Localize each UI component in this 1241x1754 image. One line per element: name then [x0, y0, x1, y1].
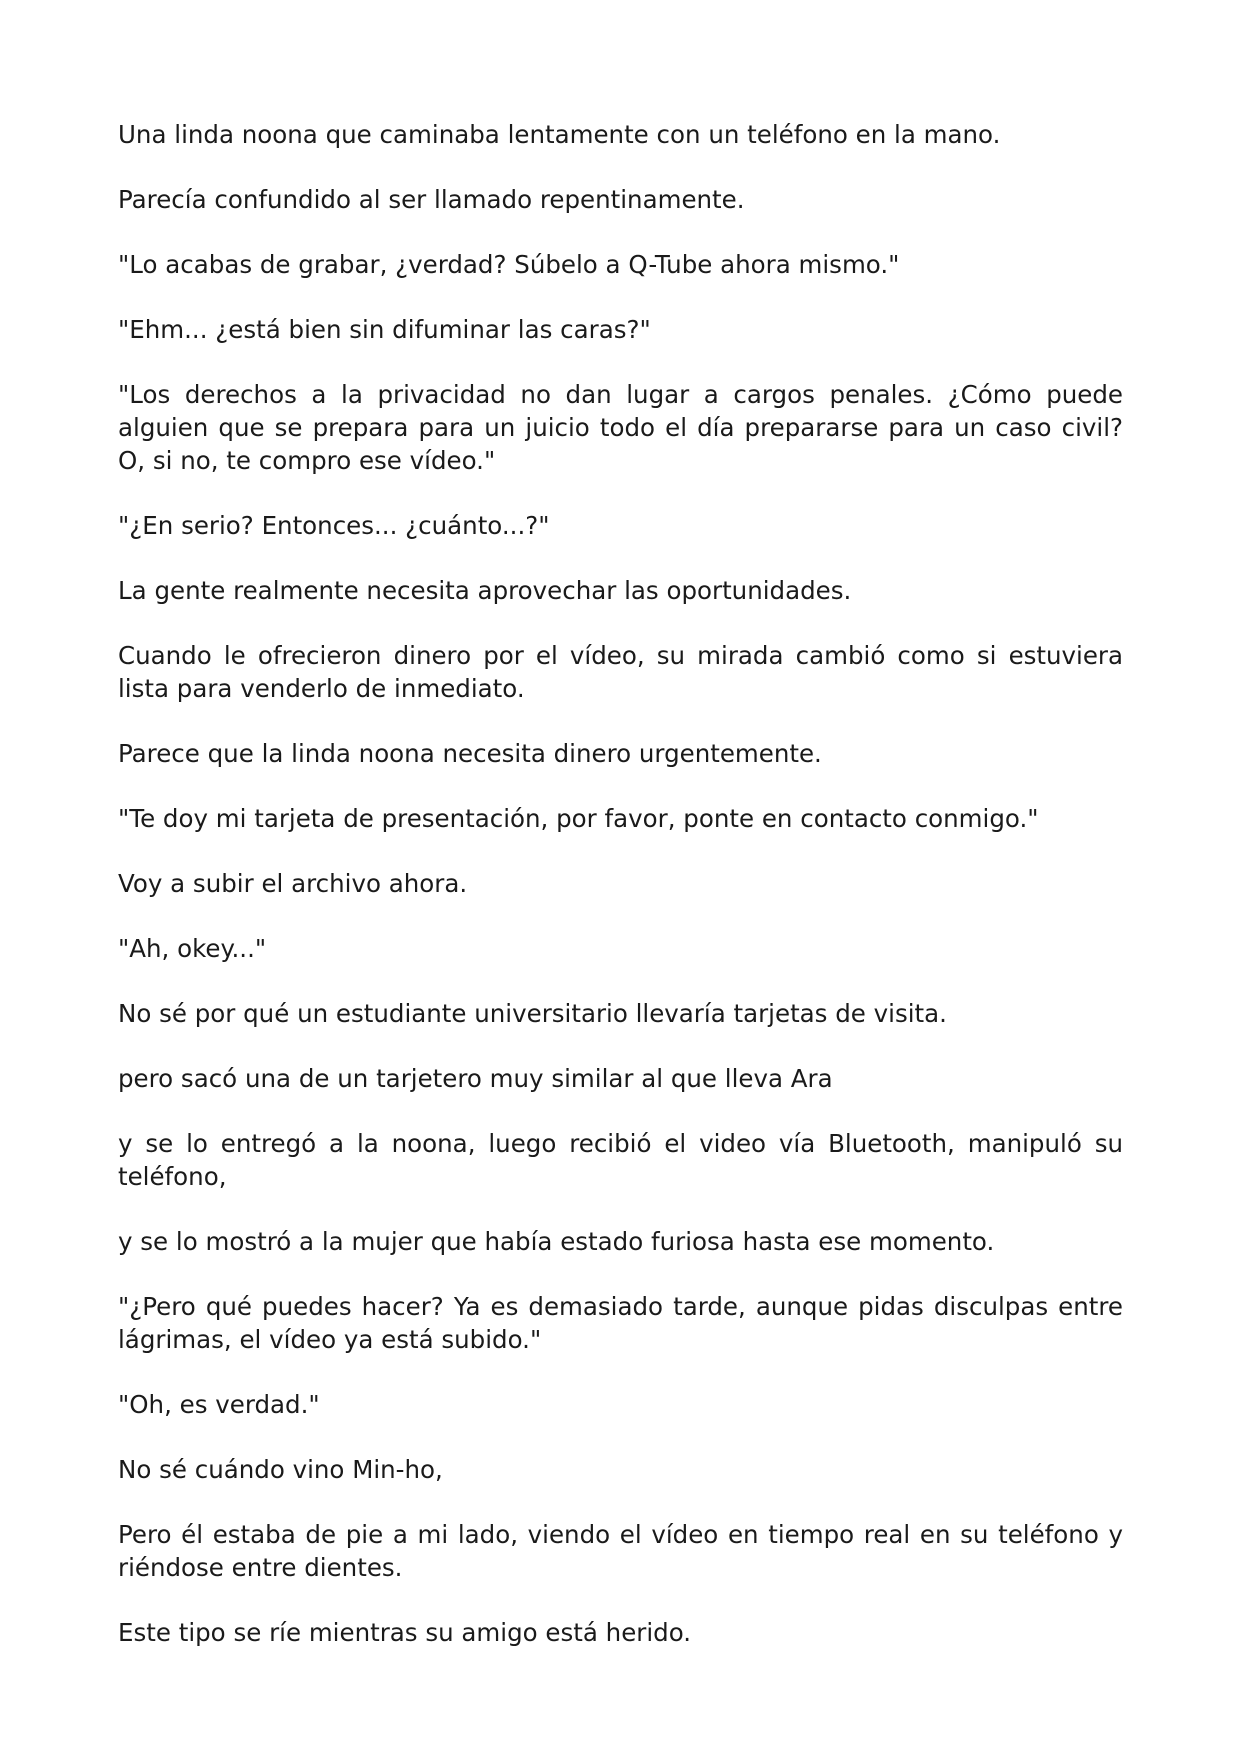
paragraph: "Ah, okey..."	[118, 934, 267, 963]
paragraph: "Lo acabas de grabar, ¿verdad? Súbelo a Q-Tube ahora mismo."	[118, 250, 900, 279]
paragraph: Pero él estaba de pie a mi lado, viendo el vídeo en tiempo real en su teléfono y riéndose entre dientes.	[118, 1520, 1123, 1582]
paragraph: "Los derechos a la privacidad no dan lugar a cargos penales. ¿Cómo puede alguien que se prepara para un juicio todo el día prepararse para un caso civil? O, si no, te compro ese vídeo."	[118, 380, 1123, 475]
paragraph: No sé por qué un estudiante universitario llevaría tarjetas de visita.	[118, 999, 947, 1028]
paragraph: Parece que la linda noona necesita dinero urgentemente.	[118, 739, 822, 768]
paragraph: La gente realmente necesita aprovechar las oportunidades.	[118, 576, 852, 605]
paragraph: Este tipo se ríe mientras su amigo está herido.	[118, 1618, 692, 1647]
paragraph: Parecía confundido al ser llamado repentinamente.	[118, 185, 745, 214]
paragraph: No sé cuándo vino Min-ho,	[118, 1455, 443, 1484]
paragraph: y se lo mostró a la mujer que había estado furiosa hasta ese momento.	[118, 1227, 995, 1256]
paragraph: "Ehm... ¿está bien sin difuminar las caras?"	[118, 315, 651, 344]
paragraph: Cuando le ofrecieron dinero por el vídeo, su mirada cambió como si estuviera lista para venderlo de inmediato.	[118, 641, 1123, 703]
paragraph: "¿Pero qué puedes hacer? Ya es demasiado tarde, aunque pidas disculpas entre lágrimas, el vídeo ya está subido."	[118, 1292, 1123, 1354]
paragraph: "Oh, es verdad."	[118, 1390, 320, 1419]
paragraph: pero sacó una de un tarjetero muy similar al que lleva Ara	[118, 1064, 833, 1093]
document-body	[118, 118, 1123, 1681]
paragraph: Voy a subir el archivo ahora.	[118, 869, 468, 898]
paragraph: Una linda noona que caminaba lentamente con un teléfono en la mano.	[118, 120, 1001, 149]
paragraph: "Te doy mi tarjeta de presentación, por favor, ponte en contacto conmigo."	[118, 804, 1039, 833]
paragraph: "¿En serio? Entonces... ¿cuánto...?"	[118, 511, 550, 540]
paragraph: y se lo entregó a la noona, luego recibió el video vía Bluetooth, manipuló su teléfono,	[118, 1129, 1123, 1191]
